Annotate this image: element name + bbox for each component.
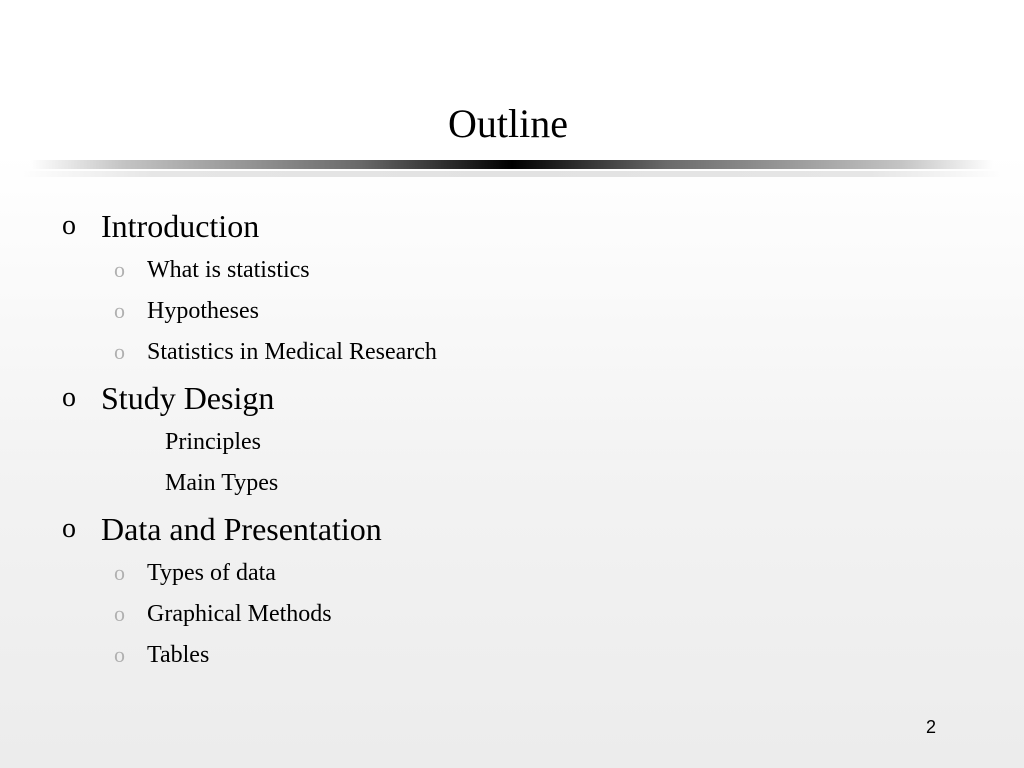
section-label: Data and Presentation [101,511,382,547]
item-label: Tables [147,642,210,668]
item-label: Graphical Methods [147,601,332,627]
bullet-icon: o [62,210,76,241]
slide-title: Outline [448,101,568,146]
title-divider-dark [0,160,1024,169]
bullet-icon: o [114,601,125,626]
bullet-icon: o [114,298,125,323]
bullet-icon: o [62,513,76,544]
section-label: Introduction [101,208,260,244]
item-label: Hypotheses [147,298,259,324]
bullet-icon: o [62,382,76,413]
bullet-icon: o [114,257,125,282]
bullet-icon: o [114,339,125,364]
page-number: 2 [925,717,936,737]
bullet-icon: o [114,642,125,667]
item-label: What is statistics [147,257,310,283]
item-label: Main Types [165,470,279,496]
item-label: Principles [165,429,261,455]
item-label: Statistics in Medical Research [147,339,437,365]
section-label: Study Design [101,380,275,416]
bullet-icon: o [114,560,125,585]
item-label: Types of data [147,560,276,586]
title-divider-light [0,171,1024,177]
